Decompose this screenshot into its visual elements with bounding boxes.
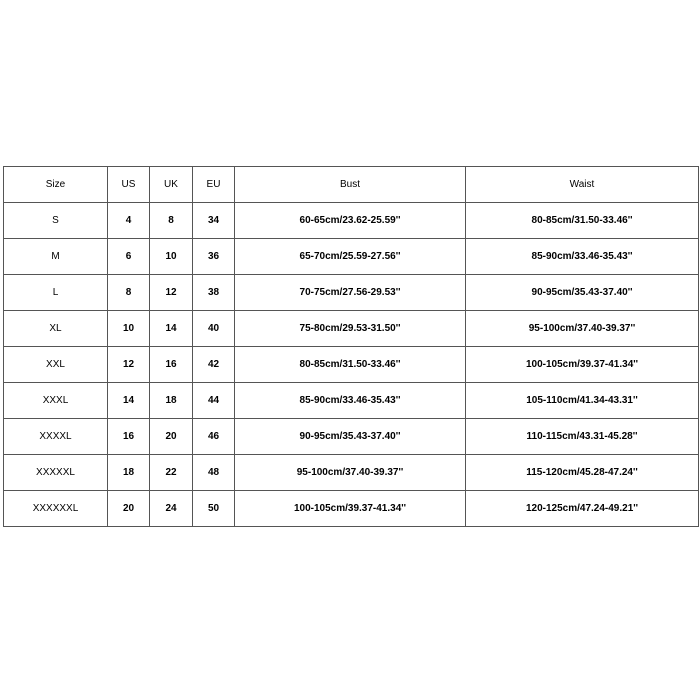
cell-size: L: [4, 275, 108, 311]
table-row: [4, 239, 699, 275]
cell-uk: 12: [150, 275, 193, 311]
table-row: [4, 383, 699, 419]
cell-bust: 70-75cm/27.56-29.53'': [235, 275, 466, 311]
cell-size: S: [4, 203, 108, 239]
column-header-size: Size: [4, 167, 108, 203]
cell-size: XXL: [4, 347, 108, 383]
cell-eu: 50: [193, 491, 235, 527]
cell-us: 4: [108, 203, 150, 239]
table-row: [4, 419, 699, 455]
cell-uk: 10: [150, 239, 193, 275]
cell-eu: 46: [193, 419, 235, 455]
cell-size: XXXXL: [4, 419, 108, 455]
cell-waist: 85-90cm/33.46-35.43'': [466, 239, 699, 275]
cell-us: 10: [108, 311, 150, 347]
cell-us: 16: [108, 419, 150, 455]
cell-bust: 90-95cm/35.43-37.40'': [235, 419, 466, 455]
cell-size: XXXXXXL: [4, 491, 108, 527]
table-row: [4, 491, 699, 527]
column-header-waist: Waist: [466, 167, 699, 203]
column-header-eu: EU: [193, 167, 235, 203]
cell-us: 14: [108, 383, 150, 419]
cell-waist: 95-100cm/37.40-39.37'': [466, 311, 699, 347]
cell-waist: 115-120cm/45.28-47.24'': [466, 455, 699, 491]
cell-uk: 22: [150, 455, 193, 491]
cell-bust: 65-70cm/25.59-27.56'': [235, 239, 466, 275]
cell-size: XXXXXL: [4, 455, 108, 491]
table-row: [4, 275, 699, 311]
cell-waist: 100-105cm/39.37-41.34'': [466, 347, 699, 383]
table-row: [4, 311, 699, 347]
cell-us: 8: [108, 275, 150, 311]
cell-uk: 24: [150, 491, 193, 527]
cell-bust: 85-90cm/33.46-35.43'': [235, 383, 466, 419]
table-row: [4, 455, 699, 491]
cell-eu: 42: [193, 347, 235, 383]
cell-uk: 20: [150, 419, 193, 455]
cell-us: 20: [108, 491, 150, 527]
size-chart-table: [3, 166, 699, 527]
cell-waist: 120-125cm/47.24-49.21'': [466, 491, 699, 527]
cell-size: XL: [4, 311, 108, 347]
cell-eu: 34: [193, 203, 235, 239]
cell-eu: 48: [193, 455, 235, 491]
cell-uk: 18: [150, 383, 193, 419]
cell-us: 6: [108, 239, 150, 275]
table-body: [4, 203, 699, 527]
cell-uk: 16: [150, 347, 193, 383]
cell-us: 12: [108, 347, 150, 383]
cell-bust: 95-100cm/37.40-39.37'': [235, 455, 466, 491]
table-row: [4, 347, 699, 383]
cell-bust: 75-80cm/29.53-31.50'': [235, 311, 466, 347]
cell-us: 18: [108, 455, 150, 491]
cell-eu: 44: [193, 383, 235, 419]
cell-bust: 100-105cm/39.37-41.34'': [235, 491, 466, 527]
cell-waist: 90-95cm/35.43-37.40'': [466, 275, 699, 311]
cell-waist: 110-115cm/43.31-45.28'': [466, 419, 699, 455]
cell-uk: 8: [150, 203, 193, 239]
cell-eu: 38: [193, 275, 235, 311]
cell-uk: 14: [150, 311, 193, 347]
cell-size: XXXL: [4, 383, 108, 419]
cell-eu: 36: [193, 239, 235, 275]
cell-size: M: [4, 239, 108, 275]
column-header-bust: Bust: [235, 167, 466, 203]
header-row: [4, 167, 699, 203]
column-header-uk: UK: [150, 167, 193, 203]
cell-bust: 60-65cm/23.62-25.59'': [235, 203, 466, 239]
cell-waist: 80-85cm/31.50-33.46'': [466, 203, 699, 239]
cell-waist: 105-110cm/41.34-43.31'': [466, 383, 699, 419]
cell-bust: 80-85cm/31.50-33.46'': [235, 347, 466, 383]
table-row: [4, 203, 699, 239]
column-header-us: US: [108, 167, 150, 203]
cell-eu: 40: [193, 311, 235, 347]
